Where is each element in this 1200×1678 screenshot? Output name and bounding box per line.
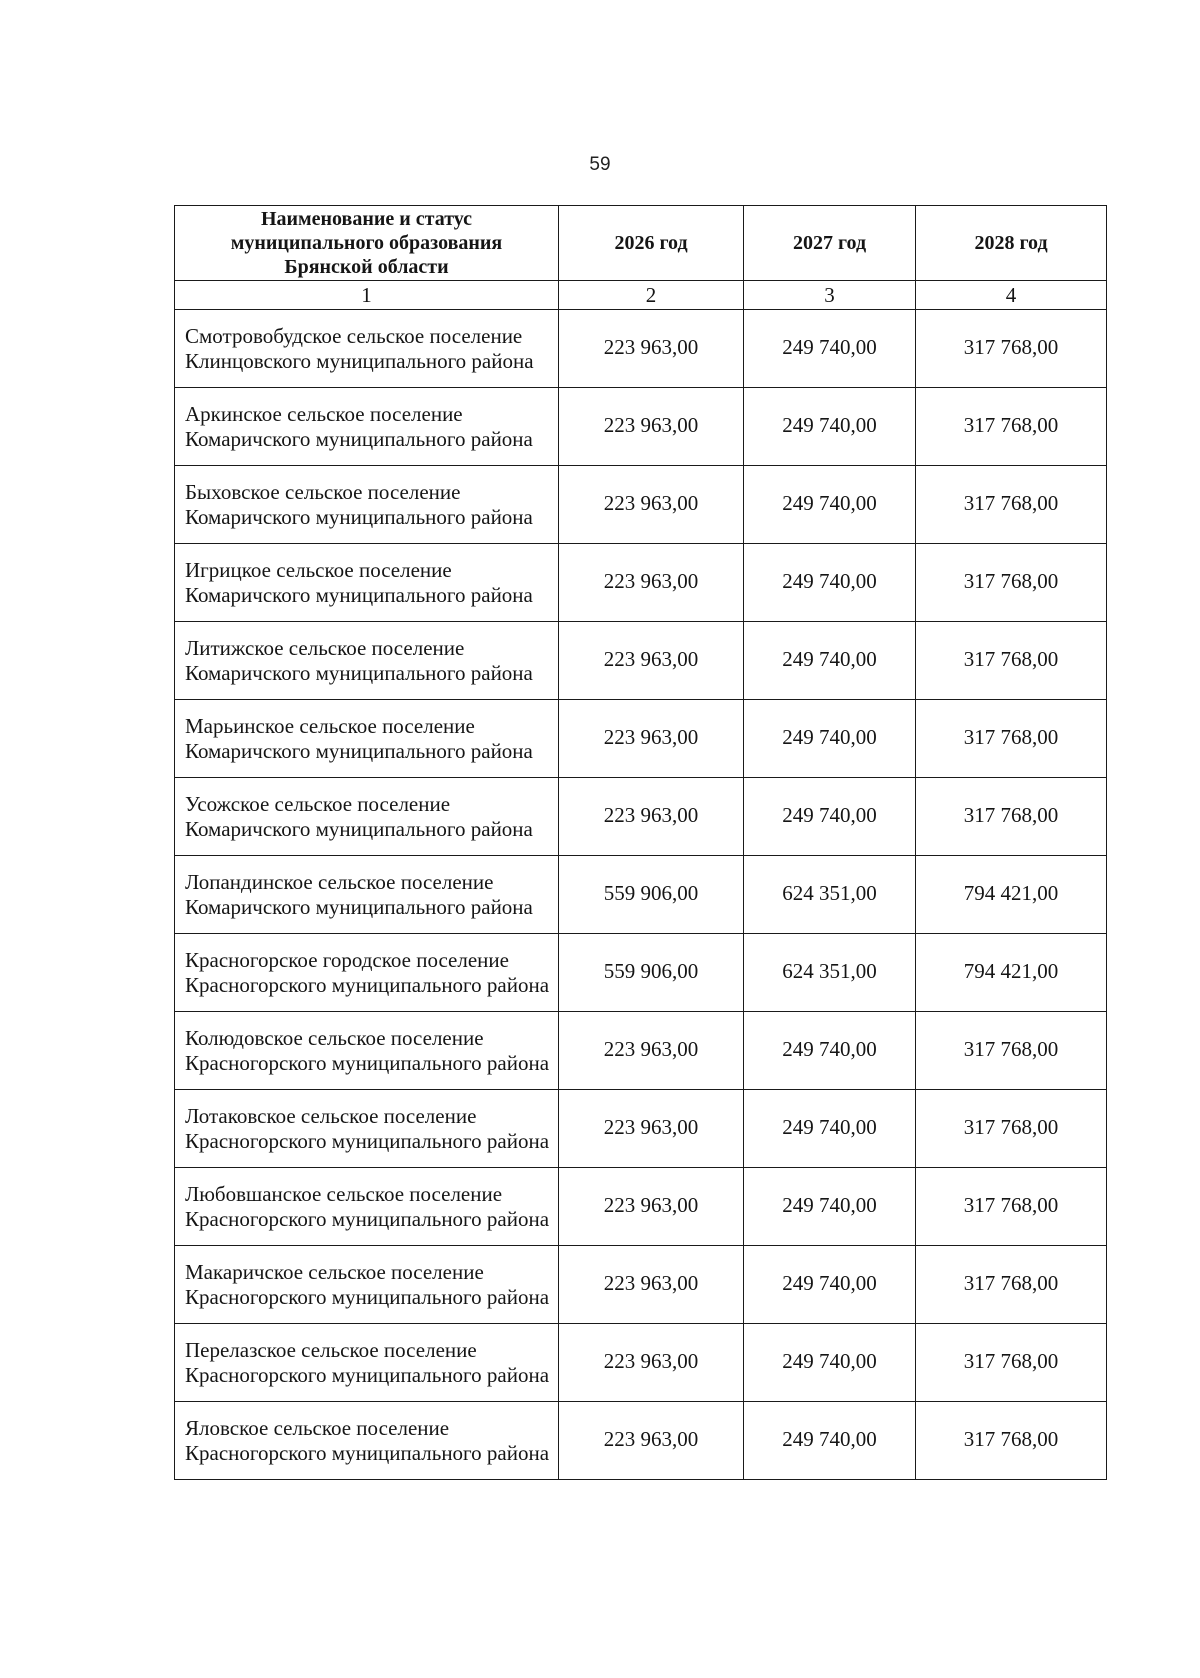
value-2026-cell: 223 963,00 xyxy=(559,1246,744,1324)
header-municipality-name: Наименование и статус муниципального образования Брянской области xyxy=(175,206,559,281)
table-row xyxy=(175,778,1107,856)
value-2026-cell: 559 906,00 xyxy=(559,856,744,934)
municipality-name-cell: Красногорское городское поселение Красногорского муниципального района xyxy=(175,934,559,1012)
column-number-row xyxy=(175,281,1107,310)
value-2027-cell: 249 740,00 xyxy=(744,388,916,466)
value-2027-cell: 249 740,00 xyxy=(744,700,916,778)
value-2027-cell: 249 740,00 xyxy=(744,1168,916,1246)
municipality-name-cell: Любовшанское сельское поселение Красногорского муниципального района xyxy=(175,1168,559,1246)
value-2027-cell: 249 740,00 xyxy=(744,1246,916,1324)
header-year-2027: 2027 год xyxy=(744,206,916,281)
table-row xyxy=(175,1012,1107,1090)
value-2027-cell: 624 351,00 xyxy=(744,934,916,1012)
table-row xyxy=(175,466,1107,544)
value-2026-cell: 223 963,00 xyxy=(559,622,744,700)
value-2028-cell: 317 768,00 xyxy=(916,1402,1107,1480)
table-row xyxy=(175,1168,1107,1246)
value-2028-cell: 317 768,00 xyxy=(916,1246,1107,1324)
value-2027-cell: 624 351,00 xyxy=(744,856,916,934)
table-header-row xyxy=(175,206,1107,281)
municipality-name-cell: Усожское сельское поселение Комаричского муниципального района xyxy=(175,778,559,856)
value-2026-cell: 223 963,00 xyxy=(559,1090,744,1168)
header-year-2028: 2028 год xyxy=(916,206,1107,281)
value-2026-cell: 223 963,00 xyxy=(559,778,744,856)
municipality-name-cell: Быховское сельское поселение Комаричского муниципального района xyxy=(175,466,559,544)
table-row xyxy=(175,544,1107,622)
municipality-name-cell: Лопандинское сельское поселение Комаричского муниципального района xyxy=(175,856,559,934)
value-2026-cell: 223 963,00 xyxy=(559,466,744,544)
value-2028-cell: 317 768,00 xyxy=(916,1090,1107,1168)
value-2027-cell: 249 740,00 xyxy=(744,466,916,544)
value-2026-cell: 223 963,00 xyxy=(559,388,744,466)
column-number: 2 xyxy=(559,281,744,310)
value-2028-cell: 317 768,00 xyxy=(916,778,1107,856)
column-number: 4 xyxy=(916,281,1107,310)
table-row xyxy=(175,1324,1107,1402)
value-2027-cell: 249 740,00 xyxy=(744,1324,916,1402)
municipality-name-cell: Аркинское сельское поселение Комаричского муниципального района xyxy=(175,388,559,466)
municipality-name-cell: Колюдовское сельское поселение Красногорского муниципального района xyxy=(175,1012,559,1090)
value-2027-cell: 249 740,00 xyxy=(744,622,916,700)
table-row xyxy=(175,310,1107,388)
municipality-name-cell: Лотаковское сельское поселение Красногорского муниципального района xyxy=(175,1090,559,1168)
column-number: 1 xyxy=(175,281,559,310)
value-2028-cell: 317 768,00 xyxy=(916,1324,1107,1402)
value-2028-cell: 794 421,00 xyxy=(916,934,1107,1012)
value-2026-cell: 559 906,00 xyxy=(559,934,744,1012)
value-2028-cell: 317 768,00 xyxy=(916,1168,1107,1246)
municipality-name-cell: Литижское сельское поселение Комаричского муниципального района xyxy=(175,622,559,700)
table-row xyxy=(175,856,1107,934)
value-2028-cell: 317 768,00 xyxy=(916,466,1107,544)
value-2026-cell: 223 963,00 xyxy=(559,310,744,388)
table-row xyxy=(175,1402,1107,1480)
page-number: 59 xyxy=(589,154,611,175)
table-row xyxy=(175,934,1107,1012)
municipality-name-cell: Перелазское сельское поселение Красногорского муниципального района xyxy=(175,1324,559,1402)
value-2028-cell: 317 768,00 xyxy=(916,310,1107,388)
municipality-name-cell: Марьинское сельское поселение Комаричского муниципального района xyxy=(175,700,559,778)
table-row xyxy=(175,1246,1107,1324)
value-2028-cell: 794 421,00 xyxy=(916,856,1107,934)
value-2026-cell: 223 963,00 xyxy=(559,544,744,622)
value-2028-cell: 317 768,00 xyxy=(916,544,1107,622)
table-body xyxy=(175,310,1107,1480)
column-number: 3 xyxy=(744,281,916,310)
value-2026-cell: 223 963,00 xyxy=(559,1168,744,1246)
value-2026-cell: 223 963,00 xyxy=(559,1012,744,1090)
municipality-name-cell: Смотровобудское сельское поселение Клинцовского муниципального района xyxy=(175,310,559,388)
header-year-2026: 2026 год xyxy=(559,206,744,281)
value-2027-cell: 249 740,00 xyxy=(744,1402,916,1480)
subsidy-table xyxy=(174,205,1107,1480)
value-2027-cell: 249 740,00 xyxy=(744,778,916,856)
table-row xyxy=(175,1090,1107,1168)
table-row xyxy=(175,622,1107,700)
table-row xyxy=(175,700,1107,778)
value-2027-cell: 249 740,00 xyxy=(744,1012,916,1090)
value-2028-cell: 317 768,00 xyxy=(916,622,1107,700)
value-2028-cell: 317 768,00 xyxy=(916,1012,1107,1090)
value-2027-cell: 249 740,00 xyxy=(744,1090,916,1168)
value-2027-cell: 249 740,00 xyxy=(744,310,916,388)
value-2027-cell: 249 740,00 xyxy=(744,544,916,622)
table-row xyxy=(175,388,1107,466)
value-2026-cell: 223 963,00 xyxy=(559,1324,744,1402)
municipality-name-cell: Макаричское сельское поселение Красногорского муниципального района xyxy=(175,1246,559,1324)
value-2028-cell: 317 768,00 xyxy=(916,388,1107,466)
municipality-name-cell: Игрицкое сельское поселение Комаричского муниципального района xyxy=(175,544,559,622)
municipality-name-cell: Яловское сельское поселение Красногорского муниципального района xyxy=(175,1402,559,1480)
value-2028-cell: 317 768,00 xyxy=(916,700,1107,778)
value-2026-cell: 223 963,00 xyxy=(559,1402,744,1480)
value-2026-cell: 223 963,00 xyxy=(559,700,744,778)
